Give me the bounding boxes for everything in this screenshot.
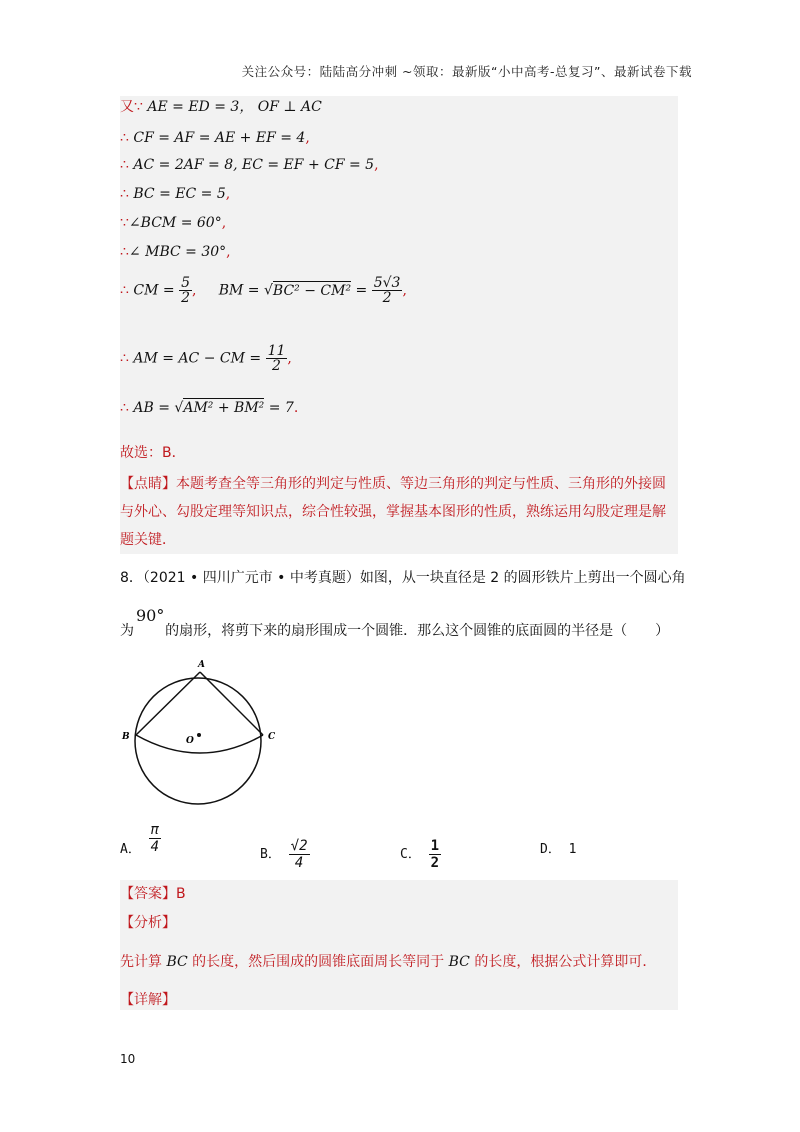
option-d[interactable] (540, 838, 576, 857)
detail-title: 【详解】 (120, 992, 176, 1008)
arc-bc (136, 735, 263, 753)
math-expr: = 7 (268, 400, 294, 416)
answer-block (120, 880, 678, 1010)
option-c-fraction: $\frac{1}{2}$ (430, 838, 440, 871)
math-expr: AB = (133, 400, 170, 416)
option-b[interactable] (260, 838, 310, 871)
choose-line: 故选：B． (120, 445, 186, 461)
fraction: $\frac{5}{2}$ (181, 275, 190, 306)
answer-line: 【答案】B (120, 886, 186, 902)
page-number: 10 (120, 1052, 136, 1066)
circle-figure (118, 655, 278, 815)
prefix-you: 又 (120, 99, 134, 115)
fraction: $\frac{11}{2}$ (267, 343, 286, 374)
page-header: 关注公众号：陆陆高分冲刺 ~领取：最新版“小中高考-总复习”、最新试卷下载 (241, 64, 692, 79)
solution-line-8: ∴ AM = AC − CM = $\frac{11}{2}$ , (120, 343, 292, 374)
label-o: O (186, 736, 194, 746)
math-expr: AC = 2AF = 8, EC = EF + CF = 5 (133, 157, 375, 173)
solution-line-3: ∴ AC = 2AF = 8, EC = EF + CF = 5, (120, 157, 379, 173)
math-expr: AM = AC − CM = (133, 350, 262, 367)
label-a: A (198, 660, 205, 670)
arc-bc-ref: BC (166, 954, 188, 970)
question-line-2 (120, 620, 669, 640)
math-expr: CM = (133, 282, 175, 299)
solution-line-4: ∴ BC = EC = 5, (120, 186, 231, 202)
question-suffix: 的扇形，将剪下来的扇形围成一个圆锥．那么这个圆锥的底面圆的半径是（ ） (165, 623, 670, 639)
solution-line-5: ∵∠BCM = 60°, (120, 215, 227, 231)
option-b-label: B． (260, 847, 281, 862)
solution-line-7: ∴ CM = $\frac{5}{2}$ , BM = √BC² − CM² = $\frac{5√3}{2}$ , (120, 275, 407, 306)
math-expr: BC = EC = 5 (133, 186, 226, 202)
sqrt-expr: AM² + BM² (183, 400, 265, 416)
segment-ab (136, 672, 200, 735)
analysis-text: 先计算 BC 的长度，然后围成的圆锥底面周长等同于 BC 的长度，根据公式计算即可． (120, 954, 657, 970)
fraction: $\frac{5√3}{2}$ (373, 275, 401, 306)
math-expr: ∠ MBC = 30° (128, 244, 227, 260)
label-c: C (268, 732, 276, 742)
solution-line-9: ∴ AB = √AM² + BM² = 7. (120, 400, 299, 416)
center-point (197, 733, 201, 737)
math-expr: BM = (218, 282, 260, 299)
solution-line-1: 又∵ AE = ED = 3， OF ⊥ AC (120, 99, 322, 115)
solution-line-6: ∴∠ MBC = 30°, (120, 244, 231, 260)
outer-circle (135, 678, 261, 804)
option-b-fraction: $\frac{√2}{4}$ (290, 838, 308, 871)
angle-90: 90° (136, 606, 165, 625)
segment-ac (200, 672, 263, 735)
question-line-1: 8．（2021 • 四川广元市 • 中考真题）如图，从一块直径是 2 的圆形铁片上剪出一个圆心角 (120, 570, 686, 586)
option-d-label: D． (540, 842, 561, 857)
comment-paragraph: 【点睛】本题考查全等三角形的判定与性质、等边三角形的判定与性质、三角形的外接圆与外心、勾股定理等知识点，综合性较强，掌握基本图形的性质，熟练运用勾股定理是解题关键． (120, 476, 666, 548)
math-expr: ∠BCM = 60° (128, 215, 222, 231)
solution-line-2: ∴ CF = AF = AE + EF = 4, (120, 130, 310, 146)
analysis-title: 【分析】 (120, 915, 176, 931)
label-b: B (122, 732, 130, 742)
question-prefix: 为 (120, 623, 134, 639)
sqrt-expr: BC² − CM² (272, 282, 352, 299)
option-c[interactable] (400, 838, 441, 871)
option-a[interactable] (120, 822, 161, 857)
math-expr: CF = AF = AE + EF = 4 (133, 130, 306, 146)
option-a-fraction: $\frac{\pi}{4}$ (150, 822, 160, 855)
arc-bc-ref: BC (448, 954, 470, 970)
option-a-label: A． (120, 842, 141, 857)
option-c-label: C． (400, 847, 421, 862)
math-expr: AE = ED = 3， OF ⊥ AC (147, 99, 322, 115)
option-d-value: 1 (568, 842, 577, 857)
